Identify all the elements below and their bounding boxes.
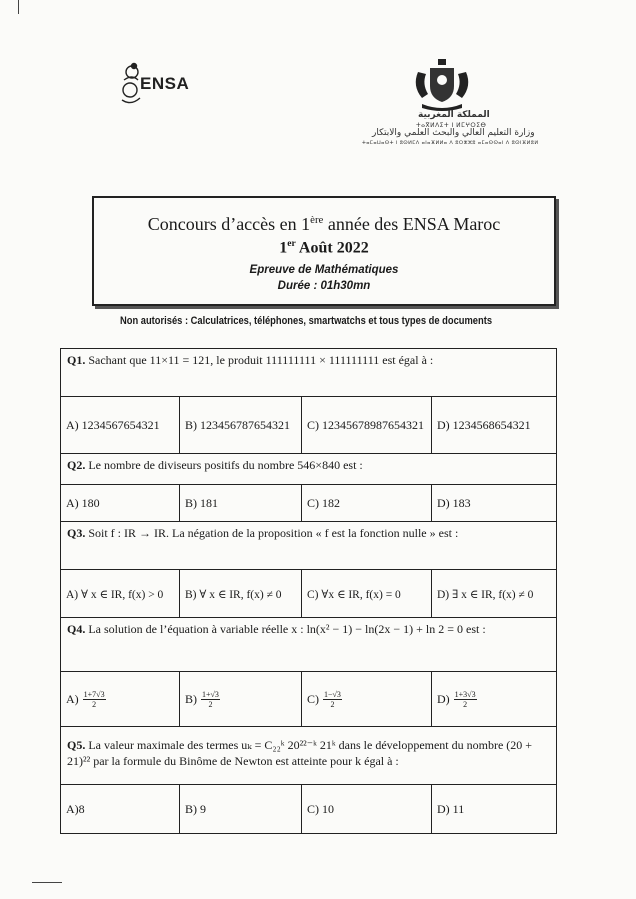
- question-4-options: [61, 672, 556, 727]
- ministry-line-4: ⵜⴰⵎⴰⵡⴰⵙⵜ ⵏ ⵓⵙⵍⵎⴷ ⴰⵏⴰⴼⵍⵍⴰ ⴷ ⵓⵔⵣⵣⵓ ⴰⵎⴰⵙⵙⴰⵏ ⴷ ⵓⵙⵏⴼⵍⵓⵍ: [362, 140, 539, 146]
- q2-option-c[interactable]: C) 182: [302, 485, 432, 521]
- q2-option-b[interactable]: B) 181: [180, 485, 302, 521]
- restrictions-notice: Non autorisés : Calculatrices, téléphones, smartwatchs et tous types de documents: [120, 315, 493, 327]
- q1-option-d[interactable]: D) 1234568654321: [437, 417, 531, 432]
- q4-option-c[interactable]: C) $\frac{1-√3}{2}$: [302, 672, 432, 726]
- q3-option-c[interactable]: C) ∀x ∈ IR, f(x) = 0: [302, 570, 432, 617]
- exam-title-box: [92, 196, 556, 306]
- q5-option-c[interactable]: C) 10: [302, 785, 432, 833]
- q4-option-a[interactable]: A) $\frac{1+7√3}{2}$: [61, 672, 180, 726]
- fraction: $\frac{1+√3}{2}$: [202, 689, 219, 709]
- fraction: $\frac{1+7√3}{2}$: [83, 689, 105, 709]
- q5-option-a[interactable]: A)8: [61, 785, 180, 833]
- coat-of-arms-icon: [412, 58, 472, 112]
- ensa-logo-text: ENSA: [140, 74, 190, 93]
- question-4: Q4. La solution de l’équation à variable réelle x : ln(x² − 1) − ln(2x − 1) + ln 2 = 0 est :: [61, 618, 556, 672]
- question-1: Q1. Sachant que 11×11 = 121, le produit 111111111 × 111111111 est égal à :: [61, 349, 556, 397]
- question-3: Q3. Soit f : IR → IR. La négation de la proposition « f est la fonction nulle » est :: [61, 522, 556, 570]
- q2-option-d[interactable]: D) 183: [437, 495, 471, 510]
- q3-option-d[interactable]: D) ∃ x ∈ IR, f(x) ≠ 0: [437, 588, 534, 601]
- ministry-line-3: وزارة التعليم العالي والبحث العلمي والابتكار: [372, 128, 535, 138]
- exam-title: Concours d’accès en 1ère année des ENSA Maroc: [147, 214, 501, 234]
- q3-option-a[interactable]: A) ∀ x ∈ IR, f(x) > 0: [61, 570, 180, 617]
- scan-mark-footer: [32, 882, 62, 883]
- q3-option-b[interactable]: B) ∀ x ∈ IR, f(x) ≠ 0: [180, 570, 302, 617]
- question-table: [60, 348, 557, 834]
- q4-option-d[interactable]: D) $\frac{1+3√3}{2}$: [437, 689, 476, 709]
- ministry-line-1: المملكة المغربية: [418, 110, 490, 120]
- scan-mark: [18, 0, 19, 14]
- ministry-line-2: ⵜⴰⴳⵍⴷⵉⵜ ⵏ ⵍⵎⵖⵔⵉⴱ: [416, 122, 487, 129]
- q1-option-a[interactable]: A) 1234567654321: [61, 397, 180, 453]
- q5-option-d[interactable]: D) 11: [437, 801, 465, 816]
- question-2-options: [61, 485, 556, 522]
- q1-option-b[interactable]: B) 123456787654321: [180, 397, 302, 453]
- q2-option-a[interactable]: A) 180: [61, 485, 180, 521]
- question-1-options: [61, 397, 556, 454]
- question-2: Q2. Le nombre de diviseurs positifs du nombre 546×840 est :: [61, 454, 556, 485]
- q4-option-b[interactable]: B) $\frac{1+√3}{2}$: [180, 672, 302, 726]
- q1-option-c[interactable]: C) 12345678987654321: [302, 397, 432, 453]
- question-3-options: [61, 570, 556, 618]
- fraction: $\frac{1+3√3}{2}$: [454, 689, 476, 709]
- q5-option-b[interactable]: B) 9: [180, 785, 302, 833]
- fraction: $\frac{1-√3}{2}$: [324, 689, 341, 709]
- exam-duration: Durée : 01h30mn: [277, 280, 371, 292]
- question-5: Q5. La valeur maximale des termes uₖ = C₂₂ᵏ 20²²⁻ᵏ 21ᵏ dans le développement du nombre (20 + 21)²² par la formule du Binôme de Newton est atteinte pour k égal à :: [61, 727, 556, 785]
- exam-date: 1er Août 2022: [279, 238, 369, 257]
- exam-subject: Epreuve de Mathématiques: [249, 264, 399, 276]
- question-5-options: [61, 785, 556, 833]
